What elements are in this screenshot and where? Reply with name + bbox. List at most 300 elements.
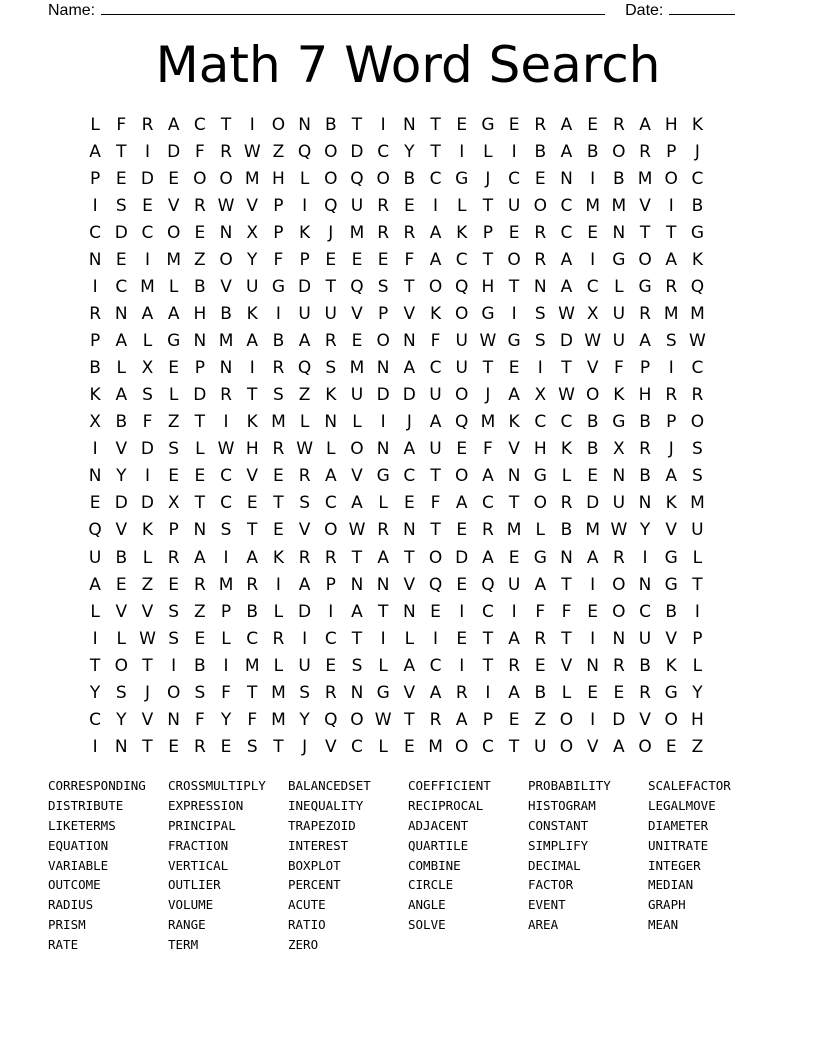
grid-letter[interactable]: E <box>325 655 337 676</box>
grid-letter[interactable]: I <box>590 628 596 649</box>
grid-letter[interactable]: C <box>534 412 547 433</box>
grid-letter[interactable]: L <box>195 439 205 460</box>
grid-letter[interactable]: H <box>272 168 285 189</box>
grid-letter[interactable]: L <box>692 547 703 568</box>
grid-letter[interactable]: U <box>534 736 547 757</box>
grid-letter[interactable]: V <box>220 276 232 297</box>
grid-letter[interactable]: I <box>694 601 700 622</box>
grid-letter[interactable]: E <box>115 574 127 595</box>
grid-letter[interactable]: B <box>403 168 416 189</box>
grid-letter[interactable]: A <box>534 574 547 595</box>
grid-letter[interactable]: G <box>612 249 626 270</box>
grid-letter[interactable]: V <box>324 736 337 757</box>
grid-letter[interactable]: O <box>455 736 469 757</box>
grid-letter[interactable]: W <box>558 385 575 406</box>
grid-letter[interactable]: T <box>351 114 363 135</box>
grid-letter[interactable]: R <box>324 547 337 568</box>
grid-letter[interactable]: R <box>612 114 625 135</box>
grid-letter[interactable]: T <box>482 628 494 649</box>
grid-letter[interactable]: R <box>272 439 285 460</box>
grid-letter[interactable]: E <box>534 168 546 189</box>
grid-letter[interactable]: Q <box>324 709 338 730</box>
grid-letter[interactable]: L <box>561 682 572 703</box>
grid-letter[interactable]: J <box>406 412 412 433</box>
grid-letter[interactable]: A <box>508 682 520 703</box>
grid-letter[interactable]: R <box>220 385 232 406</box>
grid-letter[interactable]: W <box>374 709 392 730</box>
grid-letter[interactable]: B <box>194 655 206 676</box>
grid-letter[interactable]: X <box>246 222 259 243</box>
grid-letter[interactable]: I <box>459 141 465 162</box>
grid-letter[interactable]: J <box>144 682 150 703</box>
grid-letter[interactable]: V <box>560 655 573 676</box>
grid-letter[interactable]: P <box>692 628 703 649</box>
grid-letter[interactable]: G <box>376 466 390 487</box>
grid-letter[interactable]: A <box>508 628 520 649</box>
grid-letter[interactable]: O <box>271 114 286 135</box>
grid-letter[interactable]: I <box>433 195 439 216</box>
grid-letter[interactable]: B <box>586 412 599 433</box>
grid-letter[interactable]: N <box>376 439 390 460</box>
grid-letter[interactable]: W <box>584 331 602 352</box>
grid-letter[interactable]: E <box>665 736 677 757</box>
grid-letter[interactable]: W <box>348 520 366 541</box>
grid-letter[interactable]: W <box>217 439 235 460</box>
grid-letter[interactable]: U <box>245 276 259 297</box>
grid-letter[interactable]: O <box>324 141 338 162</box>
grid-letter[interactable]: U <box>429 385 442 406</box>
grid-letter[interactable]: Q <box>297 141 312 162</box>
grid-letter[interactable]: O <box>455 466 469 487</box>
grid-letter[interactable]: N <box>219 358 233 379</box>
grid-letter[interactable]: T <box>247 520 258 541</box>
grid-letter[interactable]: Q <box>324 195 338 216</box>
grid-letter[interactable]: B <box>246 601 259 622</box>
grid-letter[interactable]: A <box>639 114 651 135</box>
grid-letter[interactable]: K <box>456 222 468 243</box>
grid-letter[interactable]: Y <box>639 520 651 541</box>
grid-letter[interactable]: I <box>92 736 98 757</box>
grid-letter[interactable]: T <box>482 358 494 379</box>
grid-letter[interactable]: A <box>351 601 363 622</box>
grid-letter[interactable]: R <box>639 303 651 324</box>
grid-letter[interactable]: A <box>324 466 337 487</box>
grid-letter[interactable]: O <box>376 168 390 189</box>
grid-letter[interactable]: M <box>349 222 365 243</box>
grid-letter[interactable]: L <box>90 601 100 622</box>
grid-letter[interactable]: V <box>403 574 416 595</box>
grid-letter[interactable]: C <box>481 736 494 757</box>
grid-letter[interactable]: G <box>664 547 678 568</box>
grid-letter[interactable]: Y <box>116 466 127 487</box>
grid-letter[interactable]: N <box>402 114 416 135</box>
grid-letter[interactable]: L <box>378 736 388 757</box>
grid-letter[interactable]: K <box>665 493 677 514</box>
grid-letter[interactable]: P <box>482 222 494 243</box>
grid-letter[interactable]: R <box>534 222 547 243</box>
grid-letter[interactable]: L <box>116 628 127 649</box>
grid-letter[interactable]: N <box>350 682 364 703</box>
grid-letter[interactable]: O <box>507 249 521 270</box>
grid-letter[interactable]: D <box>140 168 155 189</box>
grid-letter[interactable]: O <box>638 736 652 757</box>
grid-letter[interactable]: D <box>559 331 574 352</box>
grid-letter[interactable]: N <box>402 331 416 352</box>
grid-letter[interactable]: L <box>326 439 336 460</box>
grid-letter[interactable]: L <box>614 276 624 297</box>
grid-letter[interactable]: A <box>429 682 442 703</box>
grid-letter[interactable]: V <box>141 601 154 622</box>
grid-letter[interactable]: M <box>166 249 181 270</box>
grid-letter[interactable]: Y <box>404 141 415 162</box>
grid-letter[interactable]: A <box>482 466 494 487</box>
grid-letter[interactable]: U <box>298 303 311 324</box>
grid-letter[interactable]: O <box>612 601 626 622</box>
grid-letter[interactable]: N <box>402 601 416 622</box>
grid-letter[interactable]: M <box>585 195 600 216</box>
grid-letter[interactable]: M <box>428 736 443 757</box>
grid-letter[interactable]: S <box>534 303 546 324</box>
grid-letter[interactable]: C <box>324 628 337 649</box>
grid-letter[interactable]: M <box>585 520 600 541</box>
grid-letter[interactable]: O <box>193 168 207 189</box>
grid-letter[interactable]: C <box>246 628 259 649</box>
grid-letter[interactable]: T <box>482 655 494 676</box>
grid-letter[interactable]: X <box>167 493 180 514</box>
grid-letter[interactable]: L <box>404 628 415 649</box>
grid-letter[interactable]: L <box>378 493 388 514</box>
grid-letter[interactable]: Q <box>690 276 705 297</box>
grid-letter[interactable]: L <box>483 141 493 162</box>
grid-letter[interactable]: V <box>298 520 311 541</box>
grid-letter[interactable]: N <box>193 520 207 541</box>
grid-letter[interactable]: P <box>666 141 677 162</box>
grid-letter[interactable]: H <box>691 709 704 730</box>
grid-letter[interactable]: L <box>378 655 388 676</box>
grid-letter[interactable]: V <box>665 628 678 649</box>
grid-letter[interactable]: N <box>402 520 416 541</box>
grid-letter[interactable]: P <box>194 358 205 379</box>
grid-letter[interactable]: M <box>506 520 522 541</box>
grid-letter[interactable]: V <box>665 520 678 541</box>
grid-letter[interactable]: P <box>89 331 101 352</box>
grid-letter[interactable]: B <box>691 195 704 216</box>
grid-letter[interactable]: G <box>664 682 678 703</box>
grid-letter[interactable]: G <box>533 547 547 568</box>
grid-letter[interactable]: W <box>689 331 706 352</box>
grid-letter[interactable]: A <box>665 466 678 487</box>
grid-letter[interactable]: L <box>90 114 100 135</box>
grid-letter[interactable]: R <box>89 303 101 324</box>
grid-letter[interactable]: J <box>302 736 308 757</box>
grid-letter[interactable]: A <box>141 303 154 324</box>
grid-letter[interactable]: A <box>298 331 311 352</box>
grid-letter[interactable]: S <box>194 682 206 703</box>
grid-letter[interactable]: E <box>587 466 599 487</box>
grid-letter[interactable]: N <box>324 412 338 433</box>
grid-letter[interactable]: I <box>223 655 229 676</box>
grid-letter[interactable]: C <box>429 655 442 676</box>
grid-letter[interactable]: P <box>273 195 284 216</box>
grid-letter[interactable]: C <box>89 709 102 730</box>
grid-letter[interactable]: O <box>166 222 181 243</box>
grid-letter[interactable]: S <box>534 331 546 352</box>
grid-letter[interactable]: N <box>586 655 600 676</box>
grid-letter[interactable]: V <box>115 601 128 622</box>
grid-letter[interactable]: A <box>167 303 180 324</box>
grid-letter[interactable]: A <box>586 547 599 568</box>
grid-letter[interactable]: E <box>587 601 599 622</box>
grid-letter[interactable]: T <box>273 493 284 514</box>
grid-letter[interactable]: P <box>325 574 336 595</box>
grid-letter[interactable]: K <box>508 412 520 433</box>
grid-letter[interactable]: E <box>273 520 284 541</box>
grid-letter[interactable]: I <box>668 358 674 379</box>
grid-letter[interactable]: O <box>585 385 600 406</box>
grid-letter[interactable]: D <box>298 601 312 622</box>
grid-letter[interactable]: E <box>508 358 520 379</box>
grid-letter[interactable]: E <box>168 736 180 757</box>
grid-letter[interactable]: K <box>429 303 442 324</box>
grid-letter[interactable]: L <box>221 628 231 649</box>
grid-letter[interactable]: K <box>272 547 284 568</box>
grid-letter[interactable]: A <box>89 141 101 162</box>
grid-letter[interactable]: R <box>403 222 416 243</box>
grid-letter[interactable]: L <box>352 412 362 433</box>
grid-letter[interactable]: J <box>485 385 491 406</box>
grid-letter[interactable]: D <box>140 493 155 514</box>
grid-letter[interactable]: E <box>403 736 415 757</box>
grid-letter[interactable]: M <box>690 303 705 324</box>
grid-letter[interactable]: D <box>140 439 155 460</box>
grid-letter[interactable]: M <box>663 303 679 324</box>
grid-letter[interactable]: T <box>482 195 494 216</box>
grid-letter[interactable]: Y <box>116 709 127 730</box>
grid-letter[interactable]: D <box>376 385 390 406</box>
grid-letter[interactable]: C <box>691 358 704 379</box>
grid-letter[interactable]: G <box>638 276 652 297</box>
grid-letter[interactable]: E <box>430 601 441 622</box>
grid-letter[interactable]: K <box>691 249 703 270</box>
date-field[interactable] <box>669 0 735 15</box>
grid-letter[interactable]: B <box>115 547 128 568</box>
grid-letter[interactable]: A <box>167 114 180 135</box>
grid-letter[interactable]: U <box>507 195 521 216</box>
grid-letter[interactable]: R <box>298 547 311 568</box>
grid-letter[interactable]: F <box>561 601 572 622</box>
grid-letter[interactable]: D <box>167 141 181 162</box>
grid-letter[interactable]: E <box>168 574 180 595</box>
grid-letter[interactable]: S <box>168 601 180 622</box>
grid-letter[interactable]: U <box>612 493 626 514</box>
grid-letter[interactable]: F <box>483 439 493 460</box>
grid-letter[interactable]: R <box>691 385 704 406</box>
grid-letter[interactable]: G <box>167 331 181 352</box>
grid-letter[interactable]: D <box>298 276 312 297</box>
grid-letter[interactable]: S <box>168 439 180 460</box>
grid-letter[interactable]: N <box>507 466 521 487</box>
grid-letter[interactable]: I <box>590 249 596 270</box>
grid-letter[interactable]: G <box>481 114 495 135</box>
grid-letter[interactable]: R <box>272 628 285 649</box>
grid-letter[interactable]: B <box>639 655 651 676</box>
grid-letter[interactable]: E <box>456 114 468 135</box>
grid-letter[interactable]: C <box>403 466 416 487</box>
grid-letter[interactable]: T <box>142 655 153 676</box>
grid-letter[interactable]: T <box>692 574 703 595</box>
grid-letter[interactable]: O <box>350 709 364 730</box>
grid-letter[interactable]: Y <box>692 682 703 703</box>
grid-letter[interactable]: L <box>142 547 153 568</box>
grid-letter[interactable]: T <box>508 276 520 297</box>
grid-letter[interactable]: G <box>376 682 390 703</box>
grid-letter[interactable]: I <box>459 655 465 676</box>
grid-letter[interactable]: E <box>115 249 127 270</box>
grid-letter[interactable]: E <box>89 493 101 514</box>
grid-letter[interactable]: C <box>377 141 390 162</box>
grid-letter[interactable]: C <box>429 358 442 379</box>
grid-letter[interactable]: R <box>639 439 651 460</box>
grid-letter[interactable]: D <box>114 493 128 514</box>
grid-letter[interactable]: C <box>508 168 521 189</box>
grid-letter[interactable]: K <box>325 385 337 406</box>
grid-letter[interactable]: Y <box>247 249 258 270</box>
grid-letter[interactable]: V <box>586 736 599 757</box>
grid-letter[interactable]: N <box>114 303 128 324</box>
grid-letter[interactable]: M <box>611 195 627 216</box>
grid-letter[interactable]: U <box>638 628 652 649</box>
grid-letter[interactable]: A <box>403 655 416 676</box>
grid-letter[interactable]: A <box>560 114 573 135</box>
grid-letter[interactable]: A <box>403 358 416 379</box>
grid-letter[interactable]: E <box>325 249 337 270</box>
grid-letter[interactable]: L <box>561 466 572 487</box>
grid-letter[interactable]: C <box>324 493 337 514</box>
grid-letter[interactable]: H <box>245 439 259 460</box>
grid-letter[interactable]: I <box>380 628 386 649</box>
grid-letter[interactable]: P <box>639 358 651 379</box>
grid-letter[interactable]: T <box>430 520 441 541</box>
grid-letter[interactable]: V <box>246 195 259 216</box>
grid-letter[interactable]: R <box>639 141 651 162</box>
grid-letter[interactable]: F <box>535 601 546 622</box>
grid-letter[interactable]: K <box>246 412 258 433</box>
grid-letter[interactable]: R <box>324 331 337 352</box>
grid-letter[interactable]: N <box>612 628 626 649</box>
grid-letter[interactable]: U <box>350 385 364 406</box>
grid-letter[interactable]: C <box>481 493 494 514</box>
grid-letter[interactable]: V <box>639 195 651 216</box>
grid-letter[interactable]: N <box>350 574 364 595</box>
grid-letter[interactable]: A <box>298 574 311 595</box>
grid-letter[interactable]: S <box>351 655 363 676</box>
grid-letter[interactable]: V <box>351 303 363 324</box>
grid-letter[interactable]: D <box>402 385 416 406</box>
grid-letter[interactable]: B <box>665 601 678 622</box>
grid-letter[interactable]: D <box>455 547 469 568</box>
grid-letter[interactable]: T <box>482 249 494 270</box>
grid-letter[interactable]: O <box>533 493 547 514</box>
grid-letter[interactable]: T <box>220 114 232 135</box>
grid-letter[interactable]: M <box>349 358 365 379</box>
grid-letter[interactable]: C <box>220 466 232 487</box>
grid-letter[interactable]: L <box>299 168 310 189</box>
grid-letter[interactable]: J <box>694 141 700 162</box>
grid-letter[interactable]: S <box>325 358 337 379</box>
grid-letter[interactable]: Z <box>194 249 206 270</box>
grid-letter[interactable]: E <box>168 358 180 379</box>
grid-letter[interactable]: R <box>246 574 259 595</box>
grid-letter[interactable]: S <box>665 331 677 352</box>
grid-letter[interactable]: R <box>377 222 390 243</box>
grid-letter[interactable]: R <box>508 655 520 676</box>
grid-letter[interactable]: I <box>380 114 386 135</box>
grid-letter[interactable]: U <box>429 439 442 460</box>
grid-letter[interactable]: S <box>377 276 389 297</box>
grid-letter[interactable]: T <box>404 276 415 297</box>
grid-letter[interactable]: F <box>221 682 231 703</box>
grid-letter[interactable]: D <box>114 222 128 243</box>
grid-letter[interactable]: K <box>89 385 101 406</box>
grid-letter[interactable]: S <box>273 385 284 406</box>
grid-letter[interactable]: W <box>139 628 156 649</box>
grid-letter[interactable]: E <box>220 736 232 757</box>
grid-letter[interactable]: B <box>272 331 285 352</box>
grid-letter[interactable]: E <box>351 249 363 270</box>
grid-letter[interactable]: O <box>455 303 469 324</box>
grid-letter[interactable]: N <box>560 547 573 568</box>
grid-letter[interactable]: Q <box>428 574 443 595</box>
grid-letter[interactable]: I <box>642 547 648 568</box>
grid-letter[interactable]: V <box>246 466 259 487</box>
grid-letter[interactable]: C <box>560 412 573 433</box>
grid-letter[interactable]: R <box>377 195 390 216</box>
grid-letter[interactable]: A <box>560 249 573 270</box>
grid-letter[interactable]: N <box>612 222 626 243</box>
grid-letter[interactable]: M <box>271 412 286 433</box>
grid-letter[interactable]: I <box>537 358 543 379</box>
grid-letter[interactable]: V <box>403 303 416 324</box>
grid-letter[interactable]: M <box>637 168 653 189</box>
grid-letter[interactable]: I <box>223 547 229 568</box>
grid-letter[interactable]: I <box>275 303 281 324</box>
grid-letter[interactable]: O <box>690 412 705 433</box>
grid-letter[interactable]: F <box>430 331 441 352</box>
grid-letter[interactable]: I <box>433 628 439 649</box>
grid-letter[interactable]: F <box>142 412 153 433</box>
grid-letter[interactable]: N <box>298 114 311 135</box>
grid-letter[interactable]: I <box>92 628 98 649</box>
grid-letter[interactable]: T <box>247 682 258 703</box>
grid-letter[interactable]: K <box>691 114 703 135</box>
grid-letter[interactable]: E <box>508 547 520 568</box>
grid-letter[interactable]: G <box>507 331 521 352</box>
grid-letter[interactable]: K <box>613 385 625 406</box>
grid-letter[interactable]: R <box>193 574 206 595</box>
grid-letter[interactable]: M <box>140 276 155 297</box>
grid-letter[interactable]: I <box>144 466 150 487</box>
grid-letter[interactable]: T <box>561 628 572 649</box>
grid-letter[interactable]: V <box>351 466 363 487</box>
grid-letter[interactable]: S <box>299 493 310 514</box>
grid-letter[interactable]: T <box>142 736 153 757</box>
grid-letter[interactable]: D <box>586 493 600 514</box>
grid-letter[interactable]: P <box>666 412 677 433</box>
grid-letter[interactable]: V <box>115 439 128 460</box>
grid-letter[interactable]: K <box>141 520 154 541</box>
grid-letter[interactable]: X <box>534 385 547 406</box>
grid-letter[interactable]: Z <box>691 736 704 757</box>
